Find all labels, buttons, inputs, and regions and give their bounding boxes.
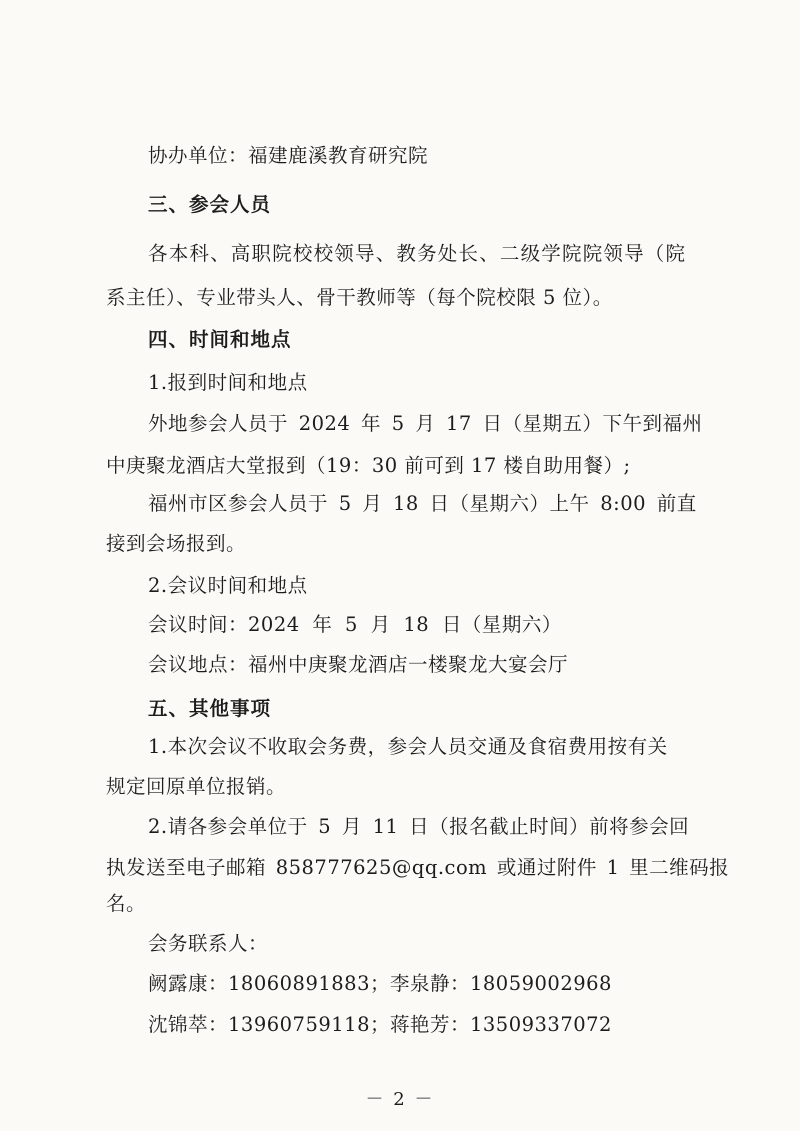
participants-line-1: 各本科、高职院校校领导、教务处长、二级学院院领导（院 <box>148 242 687 265</box>
section-4-heading: 四、时间和地点 <box>148 328 292 351</box>
meeting-time-line: 会议时间：2024 年 5 月 18 日（星期六） <box>148 613 562 636</box>
checkin-out-of-town-line-2: 中庚聚龙酒店大堂报到（19：30 前可到 17 楼自助用餐）; <box>106 454 631 477</box>
checkin-out-of-town-line-1: 外地参会人员于 2024 年 5 月 17 日（星期五）下午到福州 <box>148 412 703 435</box>
item-4-2-heading: 2.会议时间和地点 <box>148 574 308 597</box>
contacts-line-1: 阙露康：18060891883；李泉静：18059002968 <box>148 972 612 995</box>
checkin-local-line-2: 接到会场报到。 <box>106 532 247 555</box>
contacts-line-2: 沈锦萃：13960759118；蒋艳芳：13509337072 <box>148 1013 612 1036</box>
other-item-2-line-1: 2.请各参会单位于 5 月 11 日（报名截止时间）前将参会回 <box>148 815 690 838</box>
page-number: － 2 － <box>365 1089 435 1110</box>
section-3-heading: 三、参会人员 <box>148 193 272 216</box>
other-item-1-line-1: 1.本次会议不收取会务费，参会人员交通及食宿费用按有关 <box>148 735 668 758</box>
other-item-1-line-2: 规定回原单位报销。 <box>106 775 287 798</box>
other-item-2-line-2: 执发送至电子邮箱 858777625@qq.com 或通过附件 1 里二维码报 <box>106 856 730 879</box>
checkin-local-line-1: 福州市区参会人员于 5 月 18 日（星期六）上午 8:00 前直 <box>148 492 697 515</box>
contacts-label: 会务联系人： <box>148 932 269 955</box>
participants-line-2: 系主任）、专业带头人、骨干教师等（每个院校限 5 位）。 <box>106 286 613 309</box>
meeting-place-line: 会议地点：福州中庚聚龙酒店一楼聚龙大宴会厅 <box>148 653 569 676</box>
section-5-heading: 五、其他事项 <box>148 697 272 720</box>
item-4-1-heading: 1.报到时间和地点 <box>148 371 308 394</box>
co-organizer-line: 协办单位：福建鹿溪教育研究院 <box>148 144 429 167</box>
other-item-2-line-3: 名。 <box>106 892 147 915</box>
